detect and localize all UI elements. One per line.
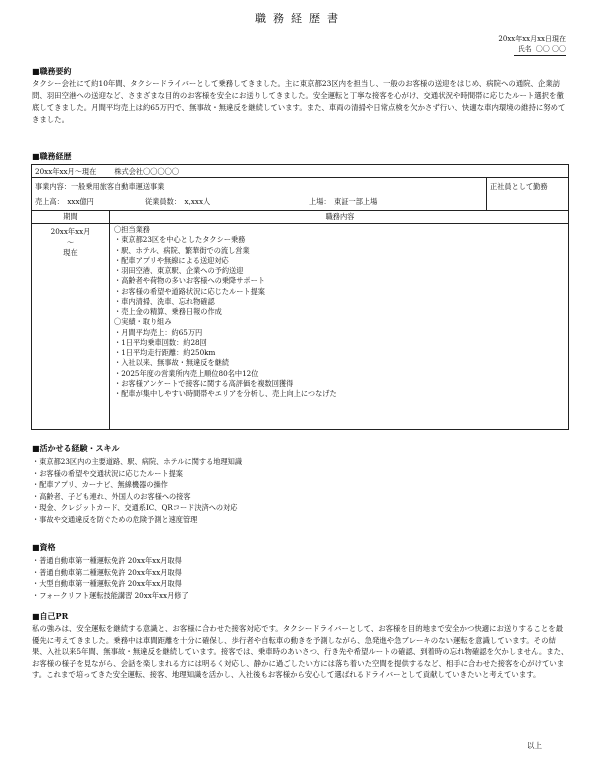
career-content-line: 〇実績・取り組み — [114, 317, 172, 327]
career-company-row — [32, 165, 568, 178]
career-divider — [32, 223, 568, 224]
list-item: ・ 東京都23区内の主要道路、駅、病院、ホテルに関する地理知識 — [32, 456, 572, 468]
list-item: ・ お客様の希望や交通状況に応じたルート提案 — [32, 468, 572, 480]
career-content-line: ・1日平均走行距離：約250km — [114, 348, 216, 357]
career-content-line: ・駅、ホテル、病院、繁華街での流し営業 — [114, 245, 250, 255]
qualifications-heading: ■資格 — [32, 542, 56, 552]
career-col-content: 職務内容 — [325, 212, 355, 221]
career-content-line: ・売上金の精算、乗務日報の作成 — [114, 307, 222, 316]
career-period-cell — [32, 223, 110, 430]
career-table — [31, 164, 569, 430]
career-content-line: ・2025年度の営業所内売上順位80名中12位 — [114, 368, 259, 378]
career-meta — [35, 196, 495, 207]
career-col-period: 期間 — [32, 210, 110, 223]
career-content-cell — [114, 225, 564, 399]
career-company: 株式会社〇〇〇〇〇 — [114, 167, 180, 176]
career-employment-type: 正社員として勤務 — [486, 178, 570, 210]
closing-mark: 以上 — [526, 741, 542, 750]
career-content-line: ・配車が集中しやすい時間帯やエリアを分析し、売上向上につなげた — [114, 389, 337, 398]
list-item: ・ 高齢者、子ども連れ、外国人のお客様への接客 — [32, 491, 572, 503]
career-content-line: ・東京都23区を中心としたタクシー乗務 — [114, 235, 246, 245]
name-value: 〇〇 〇〇 — [535, 45, 566, 53]
career-period-range: 20xx年xx月～現在 — [35, 167, 97, 176]
career-content-line: ・羽田空港、東京駅、企業への予約送迎 — [114, 266, 244, 275]
career-sales: 売上高： xxx億円 — [35, 197, 94, 206]
skills-heading: ■活かせる経験・スキル — [32, 443, 120, 453]
career-business: 事業内容：一般乗用旅客自動車運送事業 — [35, 182, 165, 191]
applicant-name — [514, 44, 566, 56]
list-item: ・ 大型自動車第一種運転免許 20xx年xx月取得 — [32, 578, 572, 590]
qualifications-list — [32, 555, 572, 601]
skills-list — [32, 456, 572, 525]
page-title: 職務経歴書 — [255, 12, 345, 25]
career-content-line: ・1日平均乗車回数：約28回 — [114, 337, 207, 347]
name-label: 氏名 — [517, 45, 532, 53]
document-date: 20xx年xx月xx日現在 — [498, 35, 566, 43]
career-content-line: ・お客様の希望や道路状況に応じたルート提案 — [114, 286, 265, 296]
career-content-line: ・高齢者や荷物の多いお客様への乗降サポート — [114, 276, 265, 286]
career-listing: 上場： 東証一部上場 — [309, 197, 378, 206]
career-heading: ■職務経歴 — [32, 151, 72, 161]
career-content-line: ・車内清掃、洗車、忘れ物確認 — [114, 296, 215, 306]
career-content-line: 〇担当業務 — [114, 225, 150, 234]
list-item: ・ 事故や交通違反を防ぐための危険予測と速度管理 — [32, 514, 572, 526]
career-period-end: 現在 — [63, 248, 78, 257]
list-item: ・ フォークリフト運転技能講習 20xx年xx月修了 — [32, 590, 572, 602]
list-item: ・ 現金、クレジットカード、交通系IC、QRコード決済への対応 — [32, 502, 572, 514]
summary-heading: ■職務要約 — [32, 66, 72, 76]
career-period-tilde: ～ — [66, 237, 75, 247]
pr-text: 私の強みは、安全運転を継続する意識と、お客様に合わせた接客対応です。タクシードライバーとして、お客様を目的地まで安全かつ快適にお送りすることを最優先に考えてきました。乗務中は車間距離を十分に確保し、歩行者や自転車の動きを予測しながら、急発進や急ブレーキのない運転を意識しています。その結果、入社以来5年間、無事故・無違反を継続しています。接客では、乗車時のあいさつ、行き先や希望ルートの確認、到着時の忘れ物確認を欠かしません。また、お客様の様子を見ながら、会話を楽しまれる方には明るく対応し、静かに過ごしたい方には落ち着いた空間を提供するなど、相手に合わせた接客を心がけています。これまで培ってきた安全運転、接客、地理知識を活かし、入社後もお客様から安心して選ばれるドライバーとして貢献していきたいと考えています。 — [32, 624, 569, 680]
career-content-line: ・入社以来、無事故・無違反を継続 — [114, 358, 230, 368]
list-item: ・ 配車アプリ、カーナビ、無線機器の操作 — [32, 479, 572, 491]
list-item: ・ 普通自動車第二種運転免許 20xx年xx月取得 — [32, 567, 572, 579]
pr-heading: ■自己PR — [32, 611, 69, 621]
career-period-start: 20xx年xx月 — [50, 227, 91, 236]
career-content-line: ・配車アプリや無線による送迎対応 — [114, 255, 229, 265]
career-content-line: ・お客様アンケートで接客に関する高評価を複数回獲得 — [114, 378, 294, 388]
career-content-line: ・月間平均売上：約65万円 — [114, 327, 203, 337]
list-item: ・ 普通自動車第一種運転免許 20xx年xx月取得 — [32, 555, 572, 567]
summary-text: タクシー会社にて約10年間、タクシードライバーとして乗務してきました。主に東京都23区内を担当し、一般のお客様の送迎をはじめ、病院への通院、企業訪問、羽田空港への送迎など、さまざまな目的のお客様を安全にお送りしてきました。安全運転と丁寧な接客を心がけ、交通状況や時間帯に応じたルート選択を徹底してきました。月間平均売上は約65万円で、無事故・無違反を継続しています。また、車両の清掃や日常点検を欠かさず行い、快適な車内環境の維持に努めてきました。 — [32, 79, 566, 124]
career-employees: 従業員数： x,xxx人 — [145, 197, 211, 206]
